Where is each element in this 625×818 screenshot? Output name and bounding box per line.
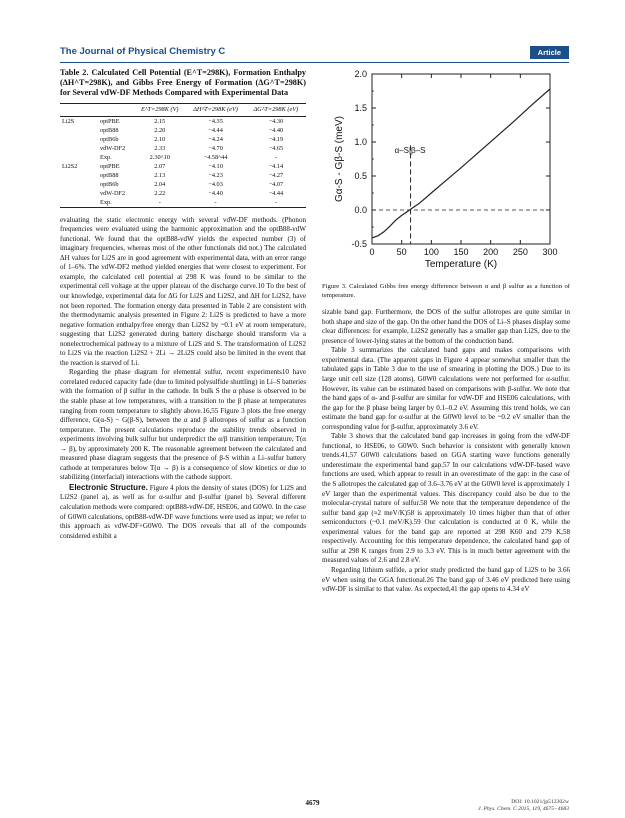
doi-text: DOI: 10.1021/jp512302w [511, 799, 569, 805]
table-cell [60, 153, 98, 162]
table-row [60, 116, 306, 126]
table-cell: −4.14 [268, 162, 284, 170]
phase-annotation: α–S|β–S [394, 145, 426, 155]
journal-title: The Journal of Physical Chemistry C [60, 46, 226, 57]
table-cell: optB6b [100, 135, 119, 143]
table-cell: 2.33 [154, 144, 166, 152]
x-tick-label: 250 [512, 247, 528, 257]
right-column [322, 283, 570, 595]
table-cell: optB88 [100, 126, 119, 134]
table2-col-header: ΔH^T=298K (eV) [193, 105, 238, 113]
figure3-caption: Figure 3. Calculated Gibbs free energy difference between α and β sulfur as a function of temperature. [322, 283, 570, 299]
table-cell: −4.65 [268, 144, 284, 152]
table-cell: - [158, 198, 161, 206]
left-paragraph-3 [60, 483, 306, 541]
table2-caption: Table 2. Calculated Cell Potential (E^T=298K), Formation Enthalpy (ΔH^T=298K), and Gibbs Free Energy of Formation (ΔG^T=298K) for Several vdW-DF Methods Compared with Experimental Data [60, 68, 306, 98]
table-cell: 2.30^10 [149, 153, 170, 161]
table-cell: 2.07 [154, 162, 166, 170]
table-row [60, 198, 306, 207]
y-tick-label: 0.5 [354, 171, 367, 181]
table-cell: −4.40 [208, 189, 223, 197]
right-paragraph-1: sizable band gap. Furthermore, the DOS of the sulfur allotropes are quite similar in both shape and size of the gap. On the other hand the DOS of Li–S phases display some clear differences: for example, Li2S2 generally has a smaller gap than Li2S, due to the presence of lower-lying states at the bottom of the conduction band. [322, 308, 570, 345]
right-paragraph-2: Table 3 summarizes the calculated band gaps and makes comparisons with experimental data. (The apparent gaps in Figure 4 appear somewhat smaller than the tabulated gaps in Table 3 due to the use of smearing in plotting the DOS.) Due to its large unit cell size (128 atoms), G0W0 calculations were not performed for α-sulfur. However, its value can be estimated based on comparisons with β-sulfur. We note that the band gaps of α- and β-sulfur are similar for vdW-DF and HSE06 calculations, with the gap for the β phase being larger by 0.1–0.2 eV. Assuming this trend holds, we can estimate the band gap for α-sulfur at the G0W0 level to be ~0.2 eV smaller than the corresponding value for β-sulfur, approximately 3.6 eV. [322, 346, 570, 431]
x-tick-label: 300 [542, 247, 558, 257]
x-tick-label: 0 [369, 247, 375, 257]
y-tick-label: 2.0 [354, 69, 367, 79]
figure3-chart [322, 64, 570, 284]
table-cell: - [274, 198, 277, 206]
table-row [60, 171, 306, 180]
table-cell: −4.35 [208, 117, 223, 125]
table-cell: Li2S2 [62, 162, 78, 170]
table-row [60, 153, 306, 162]
table-cell: optPBE [100, 117, 120, 125]
footer-doi [478, 799, 569, 813]
table-cell: - [214, 198, 217, 206]
table-cell [60, 198, 98, 207]
x-tick-label: 100 [423, 247, 439, 257]
table2 [60, 103, 306, 207]
table2-col-header [60, 103, 98, 116]
section-heading: Electronic Structure. [69, 482, 148, 492]
table2-col-header: E^T=298K (V) [141, 105, 179, 113]
page-number: 4679 [305, 799, 320, 807]
table-row [60, 180, 306, 189]
table-cell [60, 171, 98, 180]
table-cell: Exp. [100, 153, 112, 161]
table-cell: −4.10 [208, 162, 223, 170]
table-cell: Li2S [62, 117, 75, 125]
table2-col-header [98, 103, 134, 116]
table-row [60, 126, 306, 135]
table-cell: −4.19 [268, 135, 284, 143]
table-cell: vdW-DF2 [100, 144, 126, 152]
table-cell [60, 135, 98, 144]
journal-header [60, 46, 569, 63]
table-row [60, 135, 306, 144]
left-column [60, 68, 306, 541]
table-cell: 2.15 [154, 117, 166, 125]
table-cell: −4.23 [208, 171, 223, 179]
table-cell: −4.03 [208, 180, 223, 188]
table-cell: vdW-DF2 [100, 189, 126, 197]
table-cell: - [274, 153, 277, 161]
table-cell: −4.58^44 [203, 153, 228, 161]
table-row [60, 144, 306, 153]
table-cell: −4.44 [208, 126, 223, 134]
section-paragraph: Figure 4 plots the density of states (DOS) for Li2S and Li2S2 (panel a), as well as for α-sulfur and β-sulfur (panel b). Several different calculation methods were compared: optB88-vdW-DF, HSE06, and G0W0. In the case of G0W0 calculations, optB88-vdW-DF wave functions were used as input; we refer to this approach as vdW-DF+G0W0. The DOS reveals that all of the compounds considered exhibit a [60, 483, 307, 540]
table-row [60, 189, 306, 198]
table-cell: −4.07 [268, 180, 284, 188]
table-cell [60, 144, 98, 153]
table2-col-header: ΔG^T=298K (eV) [253, 105, 299, 113]
table-cell: −4.44 [268, 189, 284, 197]
table-cell: optB88 [100, 171, 119, 179]
table-cell: 2.04 [154, 180, 166, 188]
table-cell: optB6b [100, 180, 119, 188]
left-paragraph-2: Regarding the phase diagram for elemental sulfur, recent experiments10 have correlated reduced capacity fade (due to limited polysulfide shuttling) in Li–S batteries with the formation of β sulfur in the cathode. In bulk S the α phase is observed to be the stable phase at low temperatures, with a transition to the β phase at temperatures ranging from room temperature to slightly above.16,55 Figure 3 plots the free energy difference, G(α-S) − G(β-S), between the α and β allotropes of sulfur as a function temperature. The present calculations reproduce the stability trends observed in experiments involving bulk sulfur but underpredict the α/β transition temperature, T(α → β), by approximately 200 K. The reasonable agreement between the calculated and measured phase diagram suggests that the presence of β-S within a Li–sulfur battery cathode at temperatures below T(α → β) is a consequence of slow kinetics or due to stabilizing (interfacial) interactions with the cathode support. [60, 368, 306, 482]
x-tick-label: 50 [396, 247, 407, 257]
table-cell [60, 126, 98, 135]
x-tick-label: 200 [483, 247, 499, 257]
table-cell: 2.20 [154, 126, 166, 134]
table-cell: −4.27 [268, 171, 284, 179]
table-cell: 2.22 [154, 189, 166, 197]
y-tick-label: 1.0 [354, 137, 367, 147]
table-cell [60, 180, 98, 189]
y-tick-label: 0.0 [354, 205, 367, 215]
table2-body [60, 116, 306, 207]
article-badge: Article [530, 46, 569, 59]
series-line [372, 89, 550, 238]
table-cell: −4.24 [208, 135, 223, 143]
table-cell: −4.30 [268, 117, 284, 125]
table-cell: −4.40 [268, 126, 284, 134]
right-paragraph-3: Table 3 shows that the calculated band gap increases in going from the vdW-DF functional, to HSE06, to G0W0. Such behavior is consistent with generally known trends.41,57 G0W0 calculations based on GGA starting wave functions generally underestimate the experimental band gap.57 In our calculations vdW-DF-based wave functions are used, which appear to result in an overestimate of the gap: in the case of the S allotropes the calculated gap of 3.6–3.76 eV at the G0W0 level is approximately 1 eV larger than the experimental values. This discrepancy could also be due to the molecular-crystal nature of sulfur.58 We note that the temperature dependence of the sulfur band gap (≈2 meV/K)58 is approximately 10 times higher than that of other semiconductors (~0.1 meV/K).59 Our calculation is conducted at 0 K, while the experimental values for the band gap are reported at 298 K60 and 279 K,58 respectively. Accounting for this temperature dependence, the calculated band gap of sulfur at 298 K ranges from 2.9 to 3.3 eV. This is in much better agreement with the measured values of 2.6 and 2.8 eV. [322, 432, 570, 565]
y-tick-label: 1.5 [354, 103, 367, 113]
table-cell [60, 189, 98, 198]
citation-text: J. Phys. Chem. C 2015, 119, 4675−4683 [478, 806, 569, 813]
x-axis-label: Temperature (K) [424, 259, 498, 270]
table2-header-row [60, 103, 306, 116]
table-row [60, 162, 306, 171]
y-axis-label: Gα-S - Gβ-S (meV) [334, 116, 345, 202]
figure3 [322, 64, 570, 284]
left-paragraph-1: evaluating the static electronic energy with several vdW-DF methods. (Phonon frequencies were evaluated using the harmonic approximation and the optB88-vdW functional. We found that the optB88-vdW yields the expected number (3) of imaginary frequencies, whereas most of the other functionals did not.) The calculated ΔH values for Li2S are in good agreement with experimental data, with an error range of 1–6%. The vdW-DF2 method yielded energies that were closest to experiment. For example, the calculated cell potential at 298 K was found to be similar to the experimental cell voltage at the upper plateau of the discharge curve.10 To the best of our knowledge, experimental data for ΔG for Li2S and Li2S2, and ΔH for Li2S2, have not been reported. The formation energy data presented in Table 2 are consistent with the thermodynamic analysis presented in Figure 2: Li2S is predicted to have a more negative formation enthalpy/free energy than Li2S2 by ~0.1 eV at room temperature, suggesting that Li2S2 generated during battery discharge should transform via a nonelectrochemical pathway to a mixture of Li2S and S. The transformation of Li2S2 to Li2S via the reaction Li2S2 + 2Li → 2Li2S could also be limited in the event that the reaction is starved of Li. [60, 215, 306, 367]
table-cell: Exp. [100, 198, 112, 206]
table-cell: 2.13 [154, 171, 166, 179]
table-cell: 2.10 [154, 135, 166, 143]
table-cell: optPBE [100, 162, 120, 170]
x-tick-label: 150 [453, 247, 469, 257]
y-tick-label: -0.5 [351, 239, 367, 249]
table-cell: −4.70 [208, 144, 223, 152]
right-paragraph-4: Regarding lithium sulfide, a prior study predicted the band gap of Li2S to be 3.66 eV when using the GGA functional.26 The band gap of 3.46 eV predicted here using vdW-DF is similar to that value. As expected,41 the gap opens to 4.34 eV [322, 565, 570, 594]
